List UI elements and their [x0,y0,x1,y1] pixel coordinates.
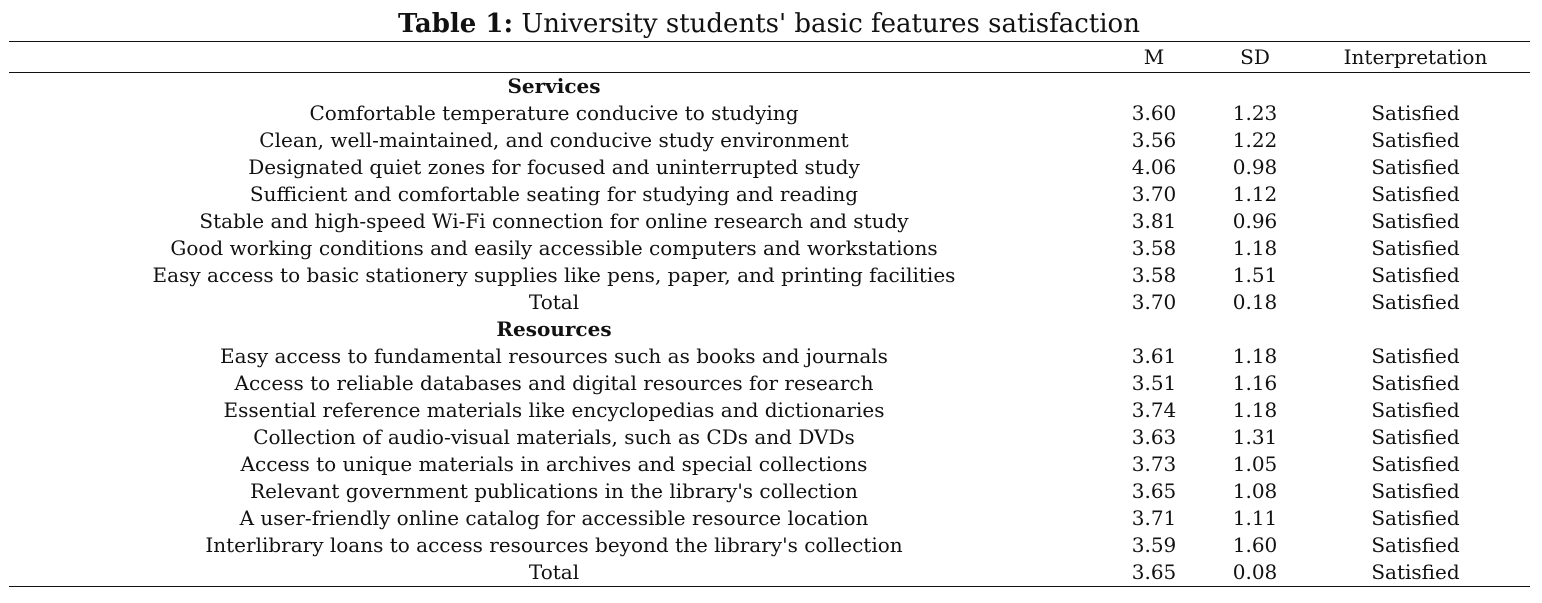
section-title: Resources [496,317,612,341]
mean-cell: 3.58 [1131,263,1177,287]
satisfaction-table [9,41,1530,587]
sd-cell: 1.08 [1232,479,1278,503]
section-header-row [9,73,1530,101]
item-cell: Sufficient and comfortable seating for studying and reading [249,182,859,206]
item-cell: Easy access to fundamental resources such as books and journals [220,344,888,368]
interpretation-cell: Satisfied [1371,236,1460,260]
item-cell: Relevant government publications in the library's collection [250,479,858,503]
empty-cell [1209,316,1301,343]
table-row [9,559,1530,587]
header-sd: SD [1240,45,1270,69]
item-cell: Clean, well-maintained, and conducive study environment [259,128,849,152]
table-row [9,343,1530,370]
table-row [9,262,1530,289]
table-row [9,235,1530,262]
item-cell: Access to unique materials in archives and special collections [240,452,868,476]
interpretation-cell: Satisfied [1371,101,1460,125]
table-header [9,42,1530,73]
table-row [9,505,1530,532]
table-row [9,370,1530,397]
item-cell: Access to reliable databases and digital resources for research [234,371,874,395]
item-cell: Interlibrary loans to access resources beyond the library's collection [205,533,903,557]
header-mean: M [1143,45,1165,69]
mean-cell: 3.71 [1131,506,1177,530]
item-cell: Collection of audio-visual materials, such as CDs and DVDs [253,425,855,449]
table-row [9,424,1530,451]
interpretation-cell: Satisfied [1371,479,1460,503]
sd-cell: 0.18 [1232,290,1278,314]
table-row [9,478,1530,505]
empty-cell [1209,73,1301,101]
section-header-row [9,316,1530,343]
interpretation-cell: Satisfied [1371,344,1460,368]
mean-cell: 3.65 [1131,479,1177,503]
sd-cell: 1.60 [1232,533,1278,557]
interpretation-cell: Satisfied [1371,263,1460,287]
sd-cell: 1.23 [1232,101,1278,125]
interpretation-cell: Satisfied [1371,398,1460,422]
interpretation-cell: Satisfied [1371,452,1460,476]
header-interpretation: Interpretation [1343,45,1488,69]
table-body [9,73,1530,587]
sd-cell: 1.18 [1232,236,1278,260]
interpretation-cell: Satisfied [1371,209,1460,233]
empty-cell [1099,316,1209,343]
sd-cell: 1.16 [1232,371,1278,395]
table-row [9,154,1530,181]
mean-cell: 3.70 [1131,290,1177,314]
mean-cell: 3.51 [1131,371,1177,395]
item-cell: Essential reference materials like encyclopedias and dictionaries [223,398,885,422]
mean-cell: 4.06 [1131,155,1177,179]
mean-cell: 3.81 [1131,209,1177,233]
table-row [9,208,1530,235]
item-cell: Total [528,290,580,314]
table-caption-label: Table 1: [398,9,514,39]
sd-cell: 1.12 [1232,182,1278,206]
item-cell: Good working conditions and easily accessible computers and workstations [170,236,938,260]
item-cell: Easy access to basic stationery supplies like pens, paper, and printing facilities [152,263,956,287]
table-row [9,127,1530,154]
sd-cell: 1.51 [1232,263,1278,287]
interpretation-cell: Satisfied [1371,560,1460,584]
header-item [9,42,1099,73]
interpretation-cell: Satisfied [1371,533,1460,557]
table-row [9,397,1530,424]
sd-cell: 1.31 [1232,425,1278,449]
sd-cell: 1.05 [1232,452,1278,476]
item-cell: Comfortable temperature conducive to studying [309,101,799,125]
interpretation-cell: Satisfied [1371,155,1460,179]
table-row [9,181,1530,208]
mean-cell: 3.73 [1131,452,1177,476]
interpretation-cell: Satisfied [1371,425,1460,449]
sd-cell: 1.11 [1232,506,1278,530]
table-caption [0,9,1538,39]
mean-cell: 3.59 [1131,533,1177,557]
interpretation-cell: Satisfied [1371,506,1460,530]
sd-cell: 0.08 [1232,560,1278,584]
mean-cell: 3.63 [1131,425,1177,449]
mean-cell: 3.56 [1131,128,1177,152]
sd-cell: 0.96 [1232,209,1278,233]
mean-cell: 3.60 [1131,101,1177,125]
item-cell: Total [528,560,580,584]
interpretation-cell: Satisfied [1371,128,1460,152]
section-title: Services [507,74,601,98]
mean-cell: 3.65 [1131,560,1177,584]
item-cell: A user-friendly online catalog for accessible resource location [239,506,869,530]
table-container [9,41,1530,587]
mean-cell: 3.70 [1131,182,1177,206]
mean-cell: 3.61 [1131,344,1177,368]
interpretation-cell: Satisfied [1371,182,1460,206]
mean-cell: 3.74 [1131,398,1177,422]
sd-cell: 0.98 [1232,155,1278,179]
sd-cell: 1.18 [1232,398,1278,422]
mean-cell: 3.58 [1131,236,1177,260]
item-cell: Designated quiet zones for focused and uninterrupted study [248,155,860,179]
interpretation-cell: Satisfied [1371,290,1460,314]
table-caption-text: University students' basic features satisfaction [513,9,1140,39]
empty-cell [1301,316,1530,343]
empty-cell [1099,73,1209,101]
table-row [9,532,1530,559]
table-row [9,289,1530,316]
empty-cell [1301,73,1530,101]
sd-cell: 1.18 [1232,344,1278,368]
table-row [9,100,1530,127]
header-row [9,42,1530,73]
item-cell: Stable and high-speed Wi-Fi connection for online research and study [199,209,909,233]
interpretation-cell: Satisfied [1371,371,1460,395]
table-row [9,451,1530,478]
sd-cell: 1.22 [1232,128,1278,152]
